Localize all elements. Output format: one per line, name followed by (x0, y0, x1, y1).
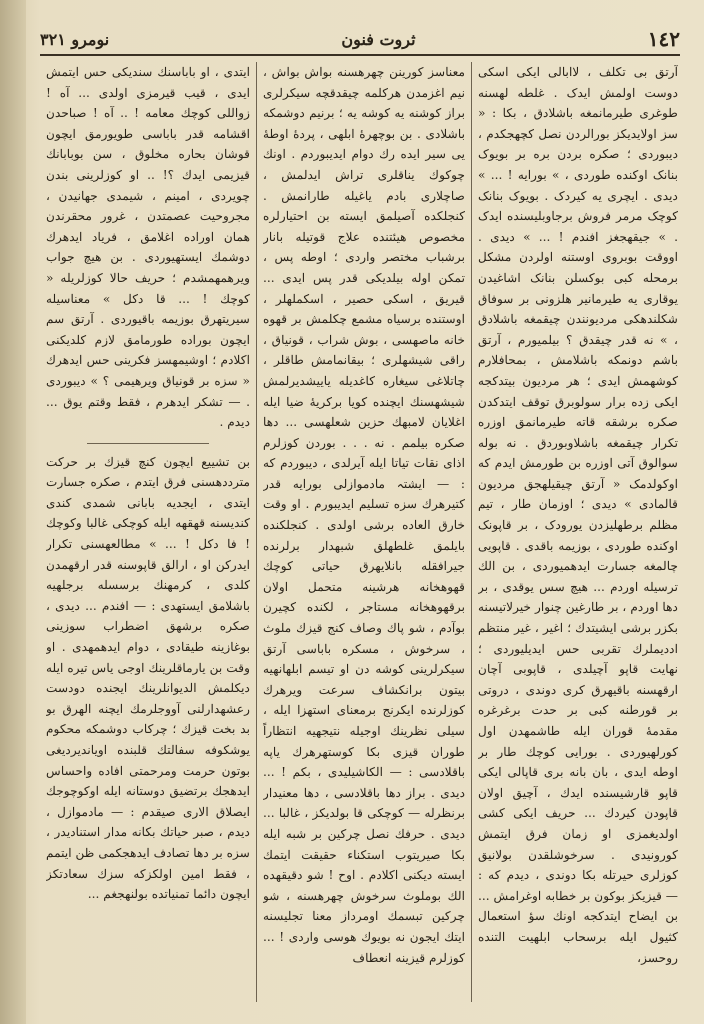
column-divider (471, 62, 472, 1002)
page-number: ١٤٢ (647, 27, 680, 51)
column-divider (256, 62, 257, 1002)
paragraph: ایتدی ، او باباسنك سندیکی حس ایتمش ایدی ، قیب قیرمزی اولدی ... آه ! زواللی کوچك معامه ! .. آه ! صباحدن اقشامه قدر باباسی طویورمق ایچون قوشان بحاره مخلوق ، سن بوبابانك قیزیمی ایدك ؟! .. او کوزلرینی بندن چویردی ، امینم ، شیمدی جهانیدن ، مجروحیت عصمتدن ، غرور محقرندن همان اوراده اغلامق ، فریاد ایدهرك دوشمك ایستهیوردی . بن هیچ جواب ویرهمهمشدم ؛ حریف حالا کوزلریله « کوچك ! ... قا دکل » معناسیله سیریتهرق بوزیمه باقیوردی . آرتق سم ایچون بوراده طورمامق لازم کلدیکنی اکلادم ؛ اوشیمهسز فکرینی حس ایدهرك « سزه بر قونیاق ویرهیمی ؟ » دیبوردی . — تشکر ایدهرم ، فقط وقتم یوق ... دیدم . (46, 65, 250, 430)
text-column-right (478, 62, 678, 1010)
text-column-left (46, 62, 250, 1010)
paragraph: آرتق بی تکلف ، لاابالی ایکی اسکی دوست اولمش ایدک . غلطه لهسنه طوغری طیرمانمغه باشلادق ، بکا : « سز اولایدیکز بورالردن نصل کچهجکدم ، دیبوردی ؛ صکره بردن بره بر بویوک بنانک اوکنده طوردی ، » بورایه ! ... » دیدی . ایچری یه کیردک . بویوک بنانک کوچک مرمر فروش برجاوبلیسنده ایدک . » جیقهجغز افندم ! ... » دیدی . اووقت بوبروی اوستنه اولردن مشکل برمحله کبی بوکسلن بنانک اشاغیدن یوقاری یه طیرمانیر هلزونی بر سوفاق شکلندهکی مردیونندن چیقمغه باشلادق ، » نه قدر چیقدق ؟ بیلمیورم ، آرتق باشم دونمکه باشلامش ، بمحافلارم کوشهمش ایدی ؛ هر مردیون بیتدکجه ایکی زده برار سولوبرق توقف ایتدکدن صکره برشقه قاته طیرمانمق اوزره تکرار چیقمغه باشلاوبوردق . نه بوله سوالوق آتی اوزره بن طورمش ایدم که اوکولدمک « آرتق چیقیلهجق مردیون قالمادی » دیدی ؛ اوزمان طار ، تیم مظلم برطهلیزدن یورودک ، بر قاپونک اوکنده طوردی ، بوزیمه باقدی . قاپویی چالمغه جسارت ایدهمیوردی ، بن الك ترسیله اوردم ... هیچ سس یوقدی ، بر دها اوردم ، بر طارغین چنوار خیرلاتیسنه بکزر برشی ایشیتدك ؛ اغیر ، غیر منتظم اددیملرك تقربی حس ایدیلیوردی ؛ نهایت قاپو آچیلدی ، قاپوبی آچان ارقهسنه باقیهرق کری دوندی ، دروتی بر قورطنه کبی بر حدت برغرغره مقدمهٔ قوران ایله طاشمهدن اول کورلهیوردی . بورایی کوچك طار بر اوطه ایدی ، بان بانه بری قاپالی ایکی قاپو قارشیسنده ایدك ، آچیق اولان قاپودن کیردك ... حریف ایکی کشی اولدیغمزی او زمان فرق ایتمش کورونیدی . سرخوشلقدن بولانیق کوزلری حیرتله بکا دوندی ، دیدم که : — قیزیکز بوکون بر خطابه اوغرامش ... بن ایضاح ایتدکجه اونك سؤ استعمال کثیول ایله برسحاب ابلهیت التنده روحسز، (478, 65, 678, 965)
header-divider (40, 54, 680, 56)
paragraph: معناسز کورینن چهرهسنه بواش بواش ، نیم اغزمدن هرکلمه چیقدقچه سیکرلری براز کوشنه یه کوشه یه ؛ برنیم دوشمکه باشلادی . بن بوچهرهٔ ابلهی ، پردهٔ اوطهٔ یی سیر ایده رك دوام ایدیبوردم . اونك چوکوك یناقلری تراش ایدلمش ، صاچلاری بادم یاغیله طارانمش . کنجلکده آصیلمق ایسته بن احتیارلره مخصوص هیئتنده علاج قوتیله بانار برشباب مختصر واردی ؛ اوطه پس ، تمکن اوله بیلدیکی قدر پس ایدی ... قیریق ، اسکی حصیر ، اسکملهلر ، اوستنده برسیاه مشمع چکلمش بر قهوه خانه ماصهسی ، بوش شراب ، قونیاق ، راقی شیشهلری ؛ بیقانمامش طاقلر ، چاتلاغی سیغاره کاغدیله یاییشدیرلمش شیشهسنك ایچنده کویا برکریهٔ ضیا ایله اغلایان لامبهك حزین شعلهسی ... دها صکره بیلمم . نه . . . بوردن کوزلرم اذای نقات تیاتا ایله آیرلدی ، دیبوردم که : — ایشتہ مادموازلی بورایه قدر کتیرهرك سزه تسلیم ایدیبورم . او وقت خارق العاده برشی اولدی . کنجلکنده بایلمق غلطهلق شبهدار برلرنده جیرافقله بانلایهرق حیاتی کوچك قهوهخانه هرشینه متحمل اولان برقهوهخانه مستاجر ، لکنده کچیرن بوآدم ، شو پاك وصاف کنج قیزك ملوث ، سرخوش ، مسکره باباسی آرتق سیکرلرینی کوشه دن او تیسم ابلهانهیه بیتون برانکشاف سرعت ویرهرك کوزلرنده ایکرنج برمعنای استهزا ایله ، سیلی نظرینك اوجیله نتیجهیه انتظاراً طوران قیزی بکا کوستهرهرك یاپه باقلادسی : — الکاشیلیدی ، بکم ! ... دیدی . براز دها باقلادسی ، دها معنیدار برنظرله — کوچکی قا بولدیکز ، غالبا ... دیدی . حرفك نصل چرکین بر شبه ایله بکا صیریتوب استکناء حقیقت ایتمك ایسته دیکنی اکلادم . اوح ! شو دقیقهده الك بوملوث سرخوش چهرهسنه ، شو چرکین تبسمك اومرداز معنا تجلیسنه ایتك ایجون نه بویوك هوسی واردی ! ... کوزلرم قیزینه انعطاف (263, 65, 465, 965)
journal-title: ثروت فنون (341, 29, 416, 49)
paragraph: بن تشییع ایچون کنچ قیزك بر حرکت مترددهسنی فرق ایتدم ، صکره جسارت ایتدی ، ایجدیه بابانی شمدی کندی کندیسنه قهقهه ایله کوچکی غالبا وکوچك ! فا دکل ! ... » مطالعهسنی تکرار ایدرکن او ، ارالق قاپوسنه قدر ارقهمدن کلدی ، کرمهنك برسسله برجلهیه باشلامق ایستهدی : — افندم ... دیدی ، صکره برشهق اضطراب سوزینی بوغازینه طیقادی ، دوام ایدهمهدی . او وقت بن یارماقلرینك اوجی یاس تیره ایله دیکلمش الدیوانلرینك ایجنده دودست رعشهدارلنی آووجلرمك ایچنه الهرق بو بد بخت قیزك ؛ چرکاب دوشمکه محکوم یوشکوفه سفالتك قلبنده اویاندیردیغی بوتون حرمت ومرحمتی افاده واحساس ایدهجك برتضیق دوستانه ایله اوکوچوجك ایصلاق الاری صیقدم : — مادموازل ، دیدم ، صبر حیاتك بکانه مدار استنادیدر ، سزه بر دها تصادف ایدهجکمی ظن ایتمم ، فقط امین اولکزکه سزك سعادتکز ایچون دائما تمنیاتده بولنهجغم ... (46, 454, 250, 902)
page-header (40, 26, 680, 52)
binding-gutter (0, 0, 26, 1024)
text-column-middle (263, 62, 465, 1010)
section-separator (87, 443, 209, 444)
issue-number: نومرو ٣٢١ (40, 29, 110, 49)
